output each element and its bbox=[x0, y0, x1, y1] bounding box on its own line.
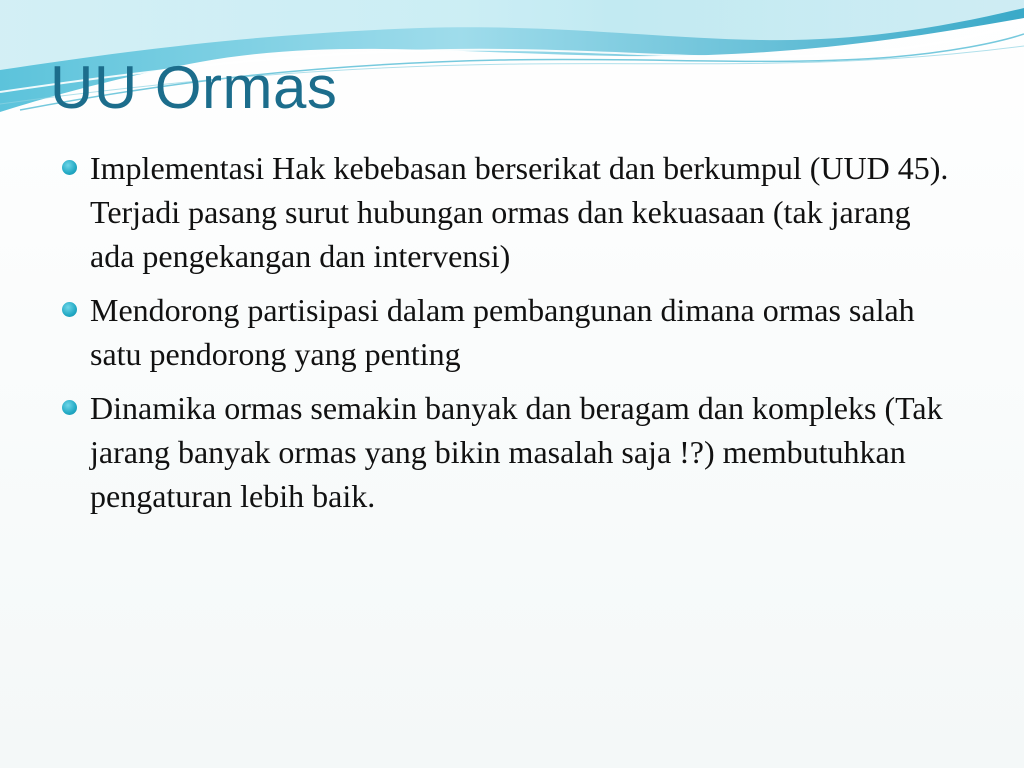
bullet-text: Mendorong partisipasi dalam pembangunan dimana ormas salah satu pendorong yang penting bbox=[90, 292, 915, 372]
bullet-list bbox=[60, 146, 960, 528]
bullet-item bbox=[60, 386, 960, 518]
bullet-item bbox=[60, 146, 960, 278]
bullet-dot-icon bbox=[62, 302, 77, 317]
slide-title: UU Ormas bbox=[50, 54, 338, 121]
bullet-item bbox=[60, 288, 960, 376]
bullet-text: Dinamika ormas semakin banyak dan beragam dan kompleks (Tak jarang banyak ormas yang bikin masalah saja !?) membutuhkan pengaturan lebih baik. bbox=[90, 390, 943, 514]
bullet-dot-icon bbox=[62, 400, 77, 415]
bullet-dot-icon bbox=[62, 160, 77, 175]
bullet-text: Implementasi Hak kebebasan berserikat dan berkumpul (UUD 45). Terjadi pasang surut hubungan ormas dan kekuasaan (tak jarang ada pengekangan dan intervensi) bbox=[90, 150, 949, 274]
